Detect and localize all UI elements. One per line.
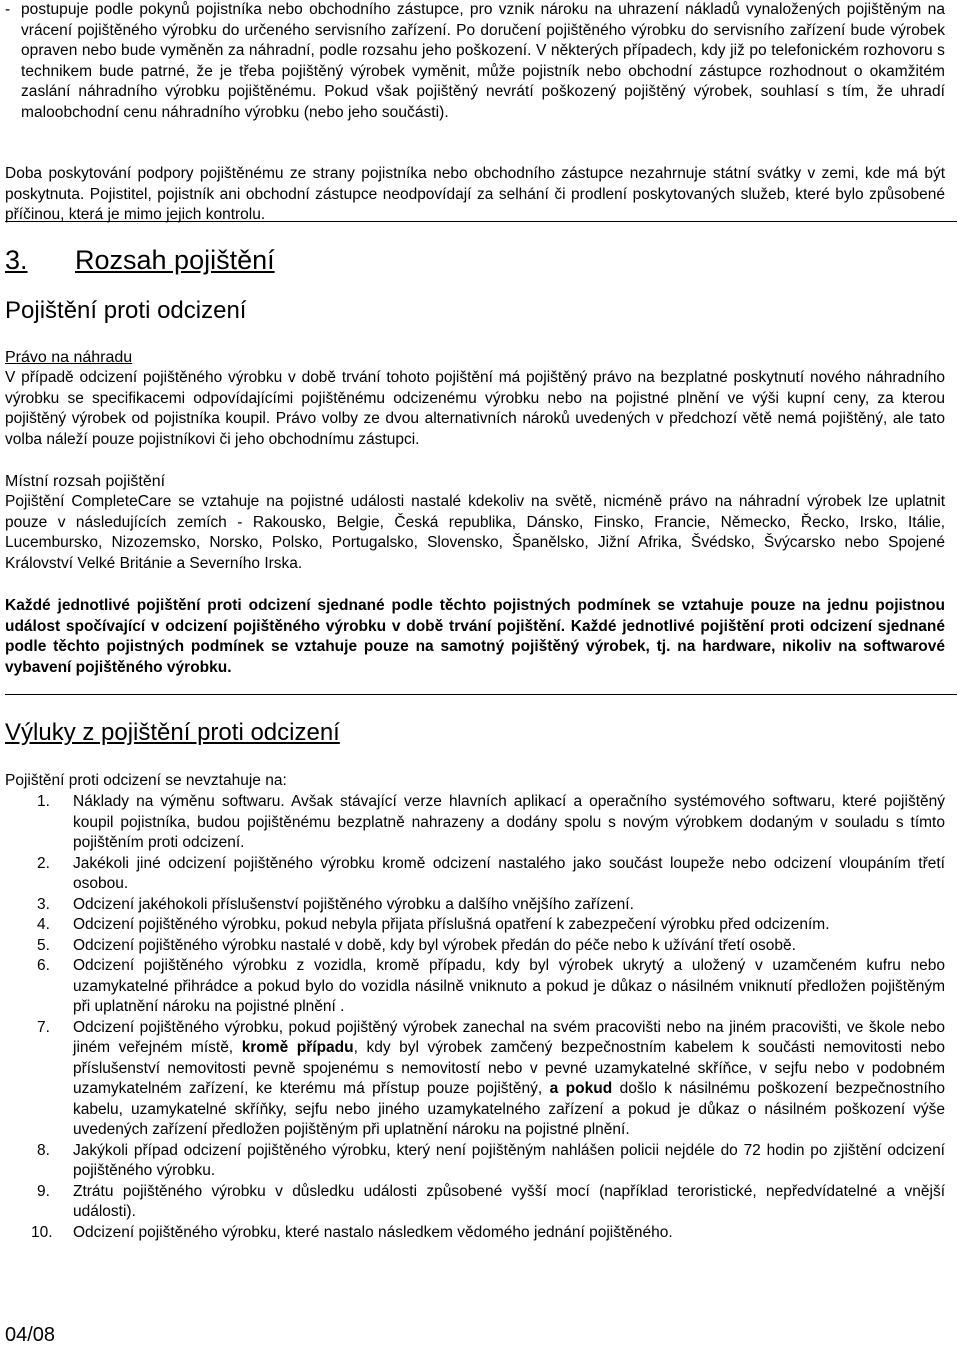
list-item-number: 10. — [31, 1223, 53, 1241]
list-item-text: Jakékoli jiné odcizení pojištěného výrobku kromě odcizení nastalého jako součást loupeže nebo odcizení vloupáním třetí osobou. — [73, 854, 945, 892]
divider-line-2 — [5, 694, 957, 695]
list-item-text: Odcizení jakéhokoli příslušenství pojištěného výrobku a dalšího vnějšího zařízení. — [73, 895, 634, 913]
list-item-text: Odcizení pojištěného výrobku, pokud nebyla přijata příslušná opatření k zabezpečení výrobku před odcizením. — [73, 916, 830, 933]
list-item-text: Odcizení pojištěného výrobku z vozidla, kromě případu, kdy byl výrobek ukrytý a uložený v uzamčeném kufru nebo uzamykatelné přihrádce a pokud bylo do vozidla násilně vniknuto a pokud je důkaz o násilném vniknutí předložen pojištěným při uplatnění nároku na pojistné plnění . — [73, 957, 945, 1015]
list-item-text-bold: a pokud — [549, 1080, 613, 1097]
list-item-text: Ztrátu pojištěného výrobku v důsledku události způsobené vyšší mocí (například teroristické, nepředvídatelné a vnější události). — [73, 1182, 945, 1220]
list-item-text-part: došlo k násilnému poškození bezpečnostního kabelu, uzamykatelné skříňky, sejfu nebo jiného uzamykatelného zařízení a pokud je důkaz o násilném poškození výše uvedených zařízení předložen pojištěným při uplatnění nároku na pojistné plnění. — [73, 1080, 946, 1138]
scope-heading: Místní rozsah pojištění — [5, 473, 166, 490]
claim-heading: Právo na náhradu — [5, 349, 133, 366]
list-item-text: Jakýkoli případ odcizení pojištěného výrobku, který není pojištěným nahlášen policii nejdéle do 72 hodin po zjištění odcizení pojištěného výrobku. — [73, 1141, 945, 1179]
exclusions-list — [5, 792, 945, 1243]
list-item-text: Odcizení pojištěného výrobku nastalé v době, kdy byl výrobek předán do péče nebo k užívání třetí osobě. — [73, 936, 796, 954]
list-item — [5, 1182, 945, 1223]
claim-block — [5, 347, 945, 450]
section-title-exclusions: Výluky z pojištění proti odcizení — [5, 719, 340, 746]
list-item-number: 2. — [37, 854, 50, 872]
list-item — [5, 1018, 945, 1141]
list-item — [5, 956, 945, 1018]
section-title-theft: Pojištění proti odcizení — [5, 297, 247, 324]
claim-text: V případě odcizení pojištěného výrobku v době trvání tohoto pojištění má pojištěný právo na bezplatné poskytnutí nového náhradního výrobku se specifikacemi odpovídajícími pojištěnému odcizenému výrobku nebo na pojistné plnění ve výši kupní ceny, za kterou pojištěný výrobek od pojistníka koupil. Právo volby ze dvou alternativních nároků uvedených v předchozí větě nemá pojištěný, ale tato volba náleží pouze pojistníkovi či jeho obchodnímu zástupci. — [5, 369, 945, 448]
list-item — [5, 1141, 945, 1182]
list-item-text: Odcizení pojištěného výrobku, které nastalo následkem vědomého jednání pojištěného. — [73, 1223, 673, 1241]
exclusions-intro-text: Pojištění proti odcizení se nevztahuje na: — [5, 772, 287, 789]
intro-paragraph-1: postupuje podle pokynů pojistníka nebo obchodního zástupce, pro vznik nároku na uhrazení nákladů vynaložených pojištěným na vrácení pojištěného výrobku do určeného servisního zařízení. Po doručení pojištěného výrobku do servisního zařízení bude výrobek opraven nebo bude vyměněn za náhradní, podle rozsahu jeho poškození. V některých případech, kdy již po telefonickém rozhovoru s technikem bude patrné, že je třeba pojištěný výrobek vyměnit, může pojistník nebo obchodní zástupce rozhodnout o okamžitém zaslání náhradního výrobku pojištěnému. Pokud však pojištěný nevrátí poškozený pojištěný výrobek, souhlasí s tím, že uhradí maloobchodní cenu náhradního výrobku (nebo jeho součásti). — [21, 1, 945, 121]
list-item — [5, 915, 945, 936]
list-item — [5, 854, 945, 895]
list-item-number: 7. — [37, 1018, 50, 1036]
theft-bold-paragraph — [5, 596, 945, 678]
page-number: 04/08 — [5, 1324, 56, 1346]
list-item — [5, 936, 945, 957]
list-item-number: 4. — [37, 916, 50, 933]
chapter-heading — [5, 244, 275, 276]
list-item — [5, 792, 945, 854]
list-item-text-part: , kdy byl výrobek zamčený bezpečnostním kabelem k součásti nemovitosti nebo příslušenství nemovitosti pevně spojenému s nemovitostí nebo v pevné uzamykatelné skříňce, v sejfu nebo v podobném uzamykatelném zařízení, ke kterému má přístup pouze pojištěný, — [73, 1039, 945, 1097]
theft-bold-text: Každé jednotlivé pojištění proti odcizení sjednané podle těchto pojistných podmínek se vztahuje pouze na jednu pojistnou událost spočívající v odcizení pojištěného výrobku v době trvání pojištění. Každé jednotlivé pojištění proti odcizení sjednané podle těchto pojistných podmínek se vztahuje pouze na samotný pojištěný výrobek, tj. na hardware, nikoliv na softwarové vybavení pojištěného výrobku. — [5, 597, 945, 676]
chapter-title: Rozsah pojištění — [75, 245, 275, 275]
list-item — [5, 895, 945, 916]
list-item-text — [73, 1019, 945, 1139]
list-item-number: 3. — [37, 895, 50, 913]
support-text-b: Pojistitel, pojistník ani obchodní zástupce neodpovídají za selhání či prodlení poskytovaných služeb, které bylo způsobené příčinou, která je mimo jejich kontrolu. — [5, 185, 945, 223]
list-item-number: 1. — [37, 793, 50, 810]
intro-dash-paragraph — [5, 0, 945, 123]
list-item-text: Náklady na výměnu softwaru. Avšak stávající verze hlavních aplikací a operačního systémového softwaru, které pojištěný koupil pojistníka, budou pojištěnému bezplatně nahrazeny a dodány spolu s novým výrobkem dodaným v souladu s tímto pojištěním proti odcizení. — [73, 793, 945, 851]
scope-block — [5, 471, 945, 574]
scope-text: Pojištění CompleteCare se vztahuje na pojistné události nastalé kdekoliv na světě, nicméně právo na náhradní výrobek lze uplatnit pouze v následujících zemích - Rakousko, Belgie, Česká republika, Dánsko, Finsko, Francie, Německo, Řecko, Irsko, Itálie, Lucembursko, Nizozemsko, Norsko, Polsko, Portugalsko, Slovensko, Španělsko, Jižní Afrika, Švédsko, Švýcarsko nebo Spojené Království Velké Británie a Severního Irska. — [5, 493, 945, 572]
dash-marker: - — [5, 1, 11, 18]
exclusions-intro — [5, 771, 945, 792]
divider-line — [5, 221, 957, 222]
list-item-text-bold: kromě případu — [241, 1039, 354, 1056]
list-item-text-part: Odcizení pojištěného výrobku, pokud pojištěný výrobek zanechal na svém pracovišti nebo na jiném pracovišti, ve škole nebo jiném veřejném místě, — [73, 1018, 945, 1056]
list-item-number: 8. — [37, 1141, 50, 1159]
support-paragraph — [5, 164, 945, 226]
support-text-a: Doba poskytování podpory pojištěnému ze strany pojistníka nebo obchodního zástupce nezahrnuje státní svátky v zemi, kde má být poskytnuta. — [5, 165, 945, 203]
chapter-number: 3. — [5, 245, 28, 275]
list-item — [5, 1223, 945, 1244]
list-item-number: 6. — [37, 957, 50, 974]
list-item-number: 5. — [37, 936, 50, 954]
list-item-number: 9. — [37, 1182, 50, 1200]
support-text — [5, 164, 945, 226]
